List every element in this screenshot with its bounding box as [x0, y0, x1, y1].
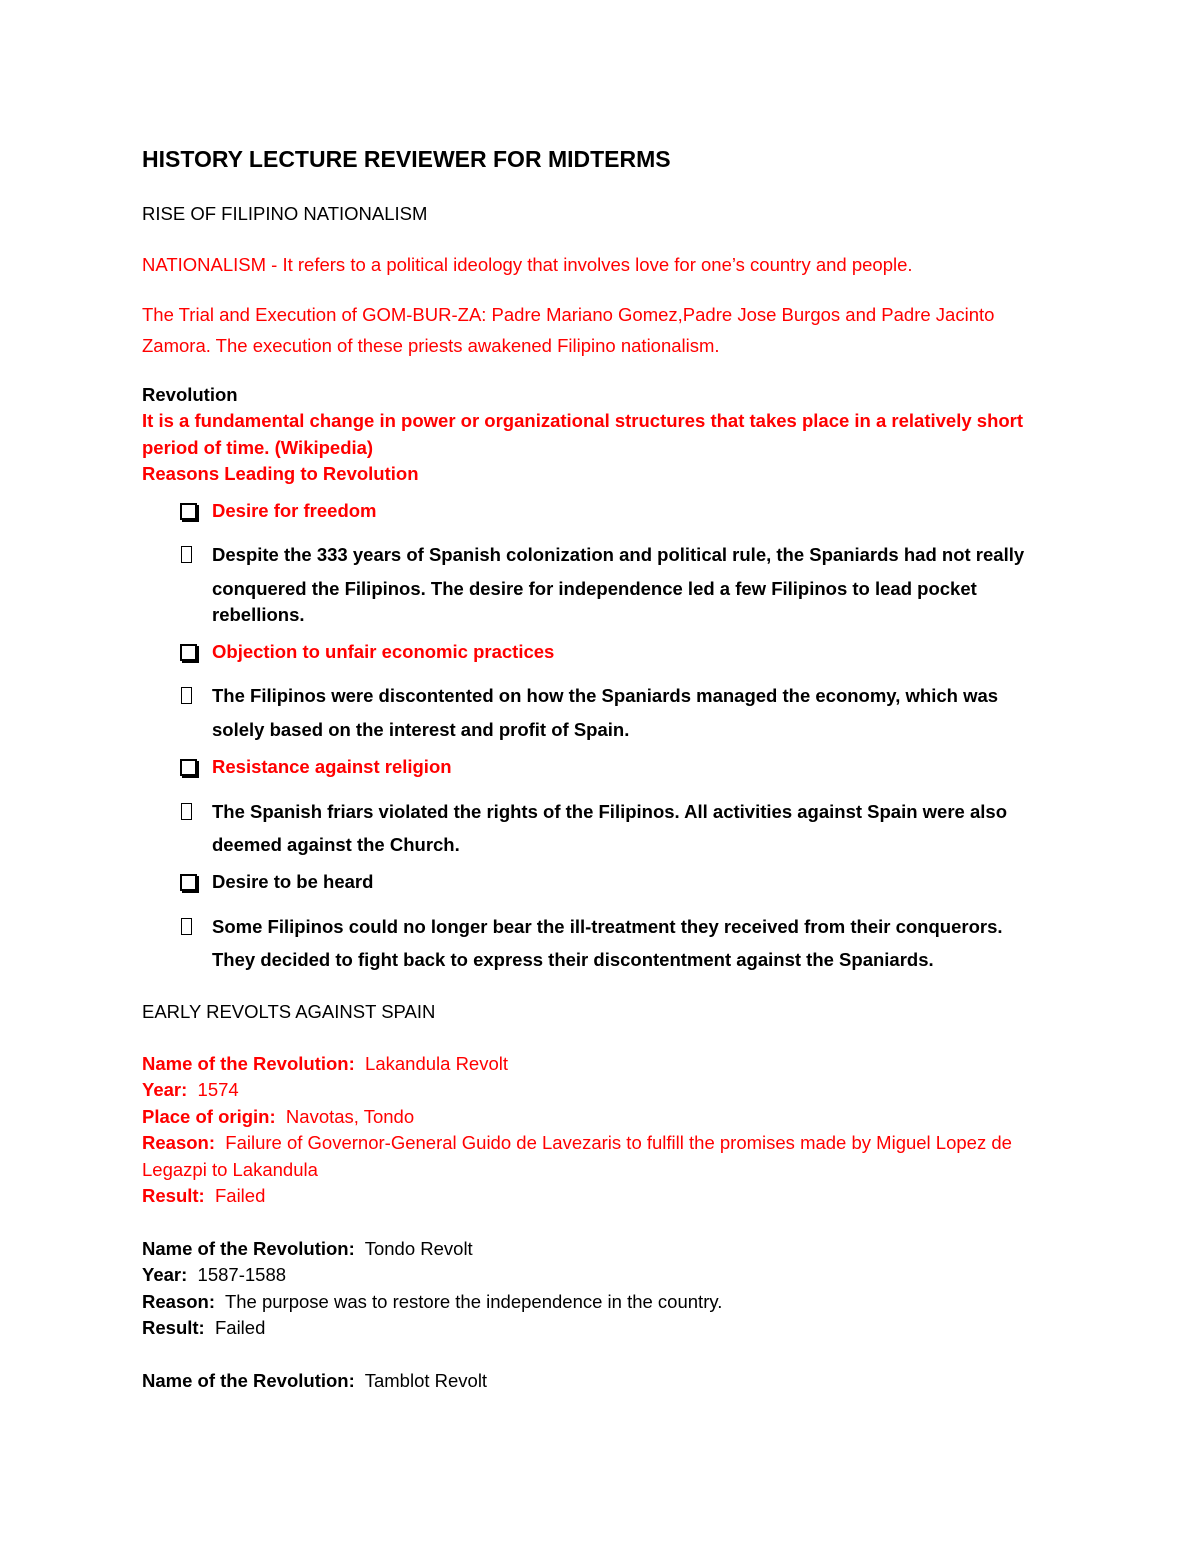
revolt-place-label: Place of origin:	[142, 1106, 276, 1127]
reason-description-line: deemed against the Church.	[212, 834, 460, 855]
reason-title: Desire for freedom	[212, 500, 377, 521]
checkbox-bullet-icon	[178, 640, 198, 664]
revolt-result-row	[142, 1184, 265, 1208]
revolt-name-value: Lakandula Revolt	[365, 1053, 509, 1074]
revolt-name-value: Tamblot Revolt	[364, 1370, 488, 1391]
gomburza-text-line2: Zamora. The execution of these priests awakened Filipino nationalism.	[142, 335, 720, 356]
gomburza-text-line1: The Trial and Execution of GOM-BUR-ZA: Padre Mariano Gomez,Padre Jose Burgos and Padre Jacinto	[142, 304, 995, 325]
nationalism-definition: NATIONALISM - It refers to a political ideology that involves love for one’s country and people.	[142, 254, 913, 275]
missing-glyph-bullet-icon	[178, 543, 198, 567]
reason-description-line: solely based on the interest and profit of Spain.	[212, 719, 630, 740]
page-title: HISTORY LECTURE REVIEWER FOR MIDTERMS	[142, 146, 671, 172]
checkbox-bullet-icon	[178, 870, 198, 894]
checkbox-bullet-icon	[178, 499, 198, 523]
reason-title: Objection to unfair economic practices	[212, 641, 555, 662]
revolution-definition-line2: period of time. (Wikipedia)	[142, 437, 374, 458]
revolt-place-row	[142, 1105, 414, 1129]
reason-title: Resistance against religion	[212, 756, 452, 777]
reason-title: Desire to be heard	[212, 871, 374, 892]
revolt-reason-label: Reason:	[142, 1132, 215, 1153]
revolt-place-value: Navotas, Tondo	[285, 1106, 415, 1127]
section-heading-nationalism: RISE OF FILIPINO NATIONALISM	[142, 203, 428, 224]
missing-glyph-bullet-icon	[178, 800, 198, 824]
revolt-reason-value: The purpose was to restore the independence in the country.	[224, 1291, 723, 1312]
revolution-definition-line1: It is a fundamental change in power or organizational structures that takes place in a relatively short	[142, 410, 1024, 431]
revolt-reason-row	[142, 1131, 1012, 1155]
revolt-reason-row	[142, 1290, 722, 1314]
section-heading-early-revolts: EARLY REVOLTS AGAINST SPAIN	[142, 1001, 436, 1022]
revolt-year-label: Year:	[142, 1264, 188, 1285]
revolt-result-value: Failed	[214, 1185, 266, 1206]
revolt-year-value: 1574	[197, 1079, 239, 1100]
revolt-year-row	[142, 1078, 239, 1102]
revolt-year-value: 1587-1588	[197, 1264, 287, 1285]
revolt-name-row	[142, 1052, 508, 1076]
reason-description-line: They decided to fight back to express their discontentment against the Spaniards.	[212, 949, 934, 970]
revolt-name-row	[142, 1369, 487, 1393]
revolt-result-value: Failed	[214, 1317, 266, 1338]
revolt-result-row	[142, 1316, 265, 1340]
reason-description-line: The Filipinos were discontented on how the Spaniards managed the economy, which was	[212, 685, 999, 706]
revolt-year-label: Year:	[142, 1079, 188, 1100]
revolt-reason-label: Reason:	[142, 1291, 215, 1312]
revolt-name-value: Tondo Revolt	[364, 1238, 473, 1259]
revolution-heading: Revolution	[142, 384, 238, 405]
revolt-name-label: Name of the Revolution:	[142, 1238, 355, 1259]
reasons-heading: Reasons Leading to Revolution	[142, 463, 419, 484]
reason-description-line: Despite the 333 years of Spanish colonization and political rule, the Spaniards had not really	[212, 544, 1025, 565]
revolt-year-row	[142, 1263, 286, 1287]
reason-description-line: conquered the Filipinos. The desire for independence led a few Filipinos to lead pocket	[212, 578, 977, 599]
missing-glyph-bullet-icon	[178, 915, 198, 939]
revolt-name-label: Name of the Revolution:	[142, 1053, 355, 1074]
revolt-result-label: Result:	[142, 1185, 205, 1206]
checkbox-bullet-icon	[178, 755, 198, 779]
reason-description-line: rebellions.	[212, 604, 305, 625]
revolt-reason-continuation: Legazpi to Lakandula	[142, 1159, 318, 1180]
revolt-result-label: Result:	[142, 1317, 205, 1338]
missing-glyph-bullet-icon	[178, 684, 198, 708]
revolt-name-label: Name of the Revolution:	[142, 1370, 355, 1391]
revolt-name-row	[142, 1237, 473, 1261]
revolt-reason-value: Failure of Governor-General Guido de Lavezaris to fulfill the promises made by Miguel Lopez de	[225, 1132, 1012, 1153]
reason-description-line: Some Filipinos could no longer bear the ill-treatment they received from their conquerors.	[212, 916, 1003, 937]
reason-description-line: The Spanish friars violated the rights of the Filipinos. All activities against Spain were also	[212, 801, 1007, 822]
